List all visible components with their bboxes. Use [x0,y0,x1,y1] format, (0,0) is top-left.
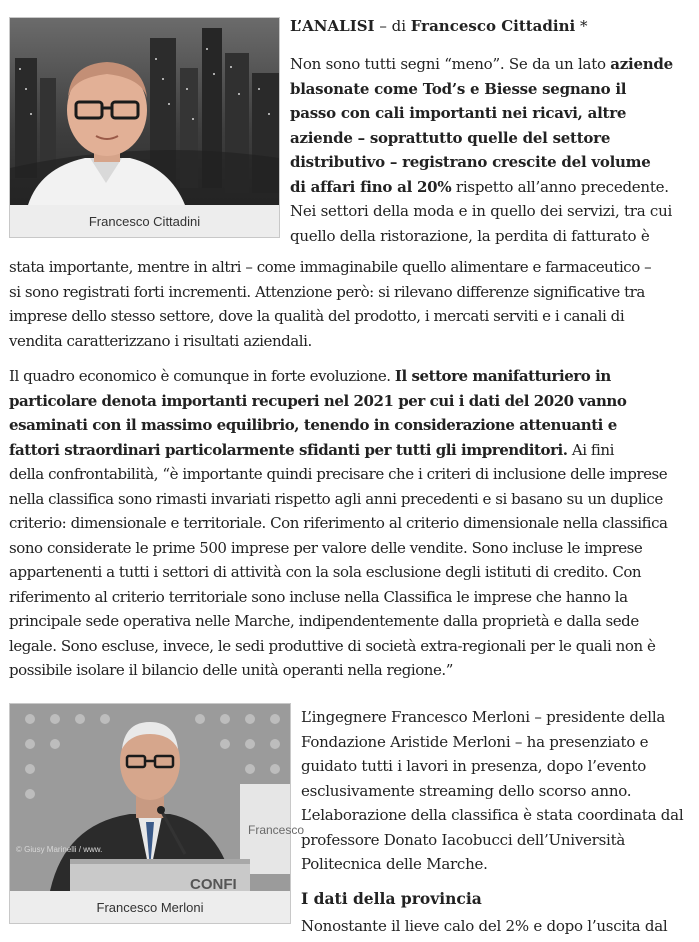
text-line: Fondazione Aristide Merloni – ha presenziato e [301,732,649,751]
figure-cittadini [9,17,280,238]
byline [290,14,690,39]
text-run: legale. Sono escluse, invece, le sedi produttive di società extra-regionali per le quali non è [9,636,656,655]
caption-merloni: Francesco Merloni [96,899,204,915]
text-line [290,77,690,102]
text-line: esclusivamente streaming dello scorso anno. [301,781,632,800]
text-line [9,462,694,487]
byline-label: L’ANALISI [290,17,375,35]
text-line [9,585,694,610]
text-line: L’elaborazione della classifica è stata coordinata dal [301,806,684,824]
text-line: si sono registrati forti incrementi. Attenzione però: si rilevano differenze significative tra [9,282,645,301]
text-line [290,175,690,200]
text-line: Politecnica delle Marche. [301,855,488,873]
text-run: sono considerate le prime 500 imprese per valore delle vendite. Sono incluse le imprese [9,538,643,557]
text-line: professore Donato Iacobucci dell’Università [301,830,626,849]
text-run: possibile isolare il bilancio delle unità operanti nella regione.” [9,661,453,679]
text-line: imprese dello stesso settore, dove la qualità del prodotto, i mercati serviti e i canali di [9,307,625,325]
caption-cittadini: Francesco Cittadini [88,213,201,229]
text-run: della confrontabilità, “è importante quindi precisare che i criteri di inclusione delle imprese [9,465,668,483]
text-run: criterio: dimensionale e territoriale. Con riferimento al criterio dimensionale nella classifica [9,514,668,532]
paragraph-province [301,914,693,939]
bold-text: fattori straordinari particolarmente sfidanti per tutti gli imprenditori. [9,440,568,459]
bold-text: particolare denota importanti recuperi nel 2021 per cui i dati del 2020 vanno [9,391,627,410]
figure-merloni [9,703,305,924]
text-line: guidato tutti i lavori in presenza, dopo l’evento [301,757,647,775]
text-run: principale sede operativa nelle Marche, indipendentemente dalla proprietà e dalla sede [9,612,639,630]
backdrop-text: Francesco [248,823,305,837]
byline-dash: – di [374,17,411,35]
paragraph-merloni [301,705,693,877]
section-heading: I dati della provincia [301,889,482,908]
bold-text: Il settore manifatturiero in [394,367,611,385]
byline-star: * [575,17,588,35]
text-line: vendita caratterizzano i risultati aziendali. [9,331,312,350]
text-line [9,438,694,463]
text-run: Ai fini [567,440,614,459]
text-line [9,634,694,659]
text-line: Nonostante il lieve calo del 2% e dopo l’uscita dal [301,917,668,935]
text-line [290,224,690,249]
text-line [9,511,694,536]
text-run: quello della ristorazione, la perdita di fatturato è [290,226,650,245]
paragraph-economy [9,364,694,683]
text-run: nella classifica sono rimasti invariati rispetto agli anni precedenti e si basano su un duplice [9,489,663,508]
text-line [9,389,694,414]
podium-text: CONFI [190,876,237,893]
bold-text: aziende [610,55,673,73]
photo-cittadini [10,18,279,205]
text-line [9,413,694,438]
text-line [290,52,690,77]
byline-author: Francesco Cittadini [410,17,576,35]
bold-text: di affari fino al 20% [290,177,452,196]
text-run: Il quadro economico è comunque in forte evoluzione. [9,367,395,385]
text-run: appartenenti a tutti i settori di attività con la sola esclusione degli istituti di credito. Con [9,563,642,581]
speaker-podium-image [10,704,305,893]
text-run: rispetto all’anno precedente. [451,177,669,196]
paragraph-intro [290,52,690,248]
text-line [9,560,694,585]
text-run: Non sono tutti segni “meno”. Se da un lato [290,55,611,73]
portrait-city-image [10,18,279,205]
photo-watermark: © Giusy Marinelli / www. [16,845,103,854]
text-line: L’ingegnere Francesco Merloni – presidente della [301,708,666,726]
paragraph-intro-continued [9,255,694,353]
text-line [9,536,694,561]
text-run: Nei settori della moda e in quello dei servizi, tra cui [290,202,673,220]
text-line [9,487,694,512]
text-run: riferimento al criterio territoriale sono incluse nella Classifica le imprese che hanno la [9,587,628,606]
text-line: stata importante, mentre in altri – come immaginabile quello alimentare e farmaceutico – [9,258,652,276]
text-line [9,658,694,683]
text-line [9,609,694,634]
bold-text: aziende – soprattutto quelle del settore [290,128,611,147]
text-line [290,126,690,151]
bold-text: passo con cali importanti nei ricavi, altre [290,104,627,122]
text-line [9,364,694,389]
text-line [290,150,690,175]
bold-text: blasonate come Tod’s e Biesse segnano il [290,79,627,98]
bold-text: esaminati con il massimo equilibrio, tenendo in considerazione attenuanti e [9,416,617,434]
text-line [290,101,690,126]
bold-text: distributivo – registrano crescite del volume [290,153,651,171]
photo-merloni [10,704,305,893]
text-line [290,199,690,224]
